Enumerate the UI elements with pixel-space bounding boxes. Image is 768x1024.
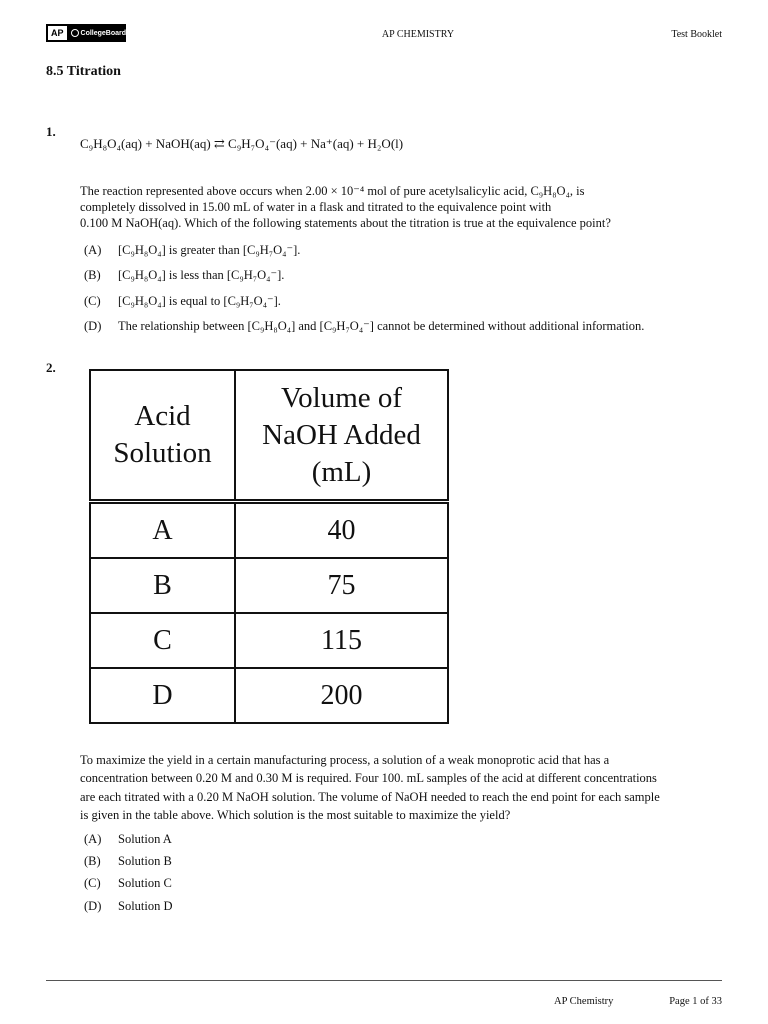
acid-cell: B (90, 558, 235, 613)
table-header-volume (235, 370, 448, 502)
option-letter: (B) (84, 854, 101, 868)
ap-logo-text: AP (48, 26, 67, 40)
table-header-row (90, 370, 448, 502)
question-2-stem-line-4: is given in the table above. Which solution is the most suitable to maximize the yield? (80, 808, 511, 822)
question-2-option-b[interactable] (84, 854, 172, 869)
header-text: Acid Solution (113, 400, 212, 469)
question-2-stem-line-3: are each titrated with a 0.20 M NaOH solution. The volume of NaOH needed to reach the end point for each sample (80, 790, 660, 804)
question-1-number: 1. (46, 124, 56, 139)
table-row (90, 613, 448, 668)
question-1-stem-line-1: The reaction represented above occurs when 2.00 × 10⁻⁴ mol of pure acetylsalicylic acid, C₉H₈O₄, is (80, 184, 585, 198)
option-letter: (C) (84, 876, 101, 890)
option-text: [C₉H₈O₄] is less than [C₉H₇O₄⁻]. (118, 268, 285, 282)
question-2-number: 2. (46, 360, 56, 375)
table-row (90, 558, 448, 613)
option-letter: (D) (84, 319, 102, 333)
question-1-option-b[interactable] (84, 267, 284, 283)
acid-cell: A (90, 502, 235, 559)
option-text: Solution C (118, 876, 172, 890)
option-letter: (A) (84, 832, 102, 846)
option-letter: (C) (84, 294, 101, 308)
volume-cell: 200 (235, 668, 448, 723)
titration-data-table (89, 369, 449, 724)
option-letter: (D) (84, 899, 102, 913)
question-2-stem-line-2: concentration between 0.20 M and 0.30 M is required. Four 100. mL samples of the acid at different concentrations (80, 771, 657, 785)
acid-cell: C (90, 613, 235, 668)
question-2-stem-line-1: To maximize the yield in a certain manufacturing process, a solution of a weak monoprotic acid that has a (80, 753, 610, 767)
option-text: [C₉H₈O₄] is equal to [C₉H₇O₄⁻]. (118, 294, 281, 308)
table-row (90, 668, 448, 723)
collegeboard-name: CollegeBoard (80, 29, 127, 37)
option-text: Solution B (118, 854, 172, 868)
section-title: 8.5 Titration (46, 64, 121, 79)
option-letter: (B) (84, 268, 101, 282)
question-2-option-d[interactable] (84, 899, 173, 914)
volume-cell: 40 (235, 502, 448, 559)
table-header-acid-solution (90, 370, 235, 502)
question-1-equation: C₉H₈O₄(aq) + NaOH(aq) ⇄ C₉H₇O₄⁻(aq) + Na⁺(aq) + H₂O(l) (80, 136, 404, 151)
option-letter: (A) (84, 243, 102, 257)
volume-cell: 115 (235, 613, 448, 668)
footer-divider (46, 980, 722, 981)
question-1-option-d[interactable] (84, 318, 644, 334)
question-1-stem-line-2: completely dissolved in 15.00 mL of water in a flask and titrated to the equivalence point with (80, 200, 552, 214)
question-2-option-c[interactable] (84, 876, 172, 891)
option-text: Solution A (118, 832, 172, 846)
acid-cell: D (90, 668, 235, 723)
question-2-option-a[interactable] (84, 832, 172, 847)
footer-course-name: AP Chemistry (554, 996, 614, 1007)
option-text: [C₉H₈O₄] is greater than [C₉H₇O₄⁻]. (118, 243, 301, 257)
header-text: Volume of NaOH Added (mL) (262, 381, 421, 488)
volume-cell: 75 (235, 558, 448, 613)
table-row (90, 502, 448, 559)
option-text: Solution D (118, 899, 173, 913)
option-text: The relationship between [C₉H₈O₄] and [C₉H₇O₄⁻] cannot be determined without additional information. (118, 319, 645, 333)
page-number: Page 1 of 33 (669, 996, 722, 1007)
question-1-stem-line-3: 0.100 M NaOH(aq). Which of the following statements about the titration is true at the equivalence point? (80, 216, 611, 230)
header-title: AP CHEMISTRY (381, 29, 455, 40)
question-1-option-c[interactable] (84, 293, 281, 309)
header-booklet-label: Test Booklet (671, 29, 722, 40)
question-1-option-a[interactable] (84, 242, 300, 258)
